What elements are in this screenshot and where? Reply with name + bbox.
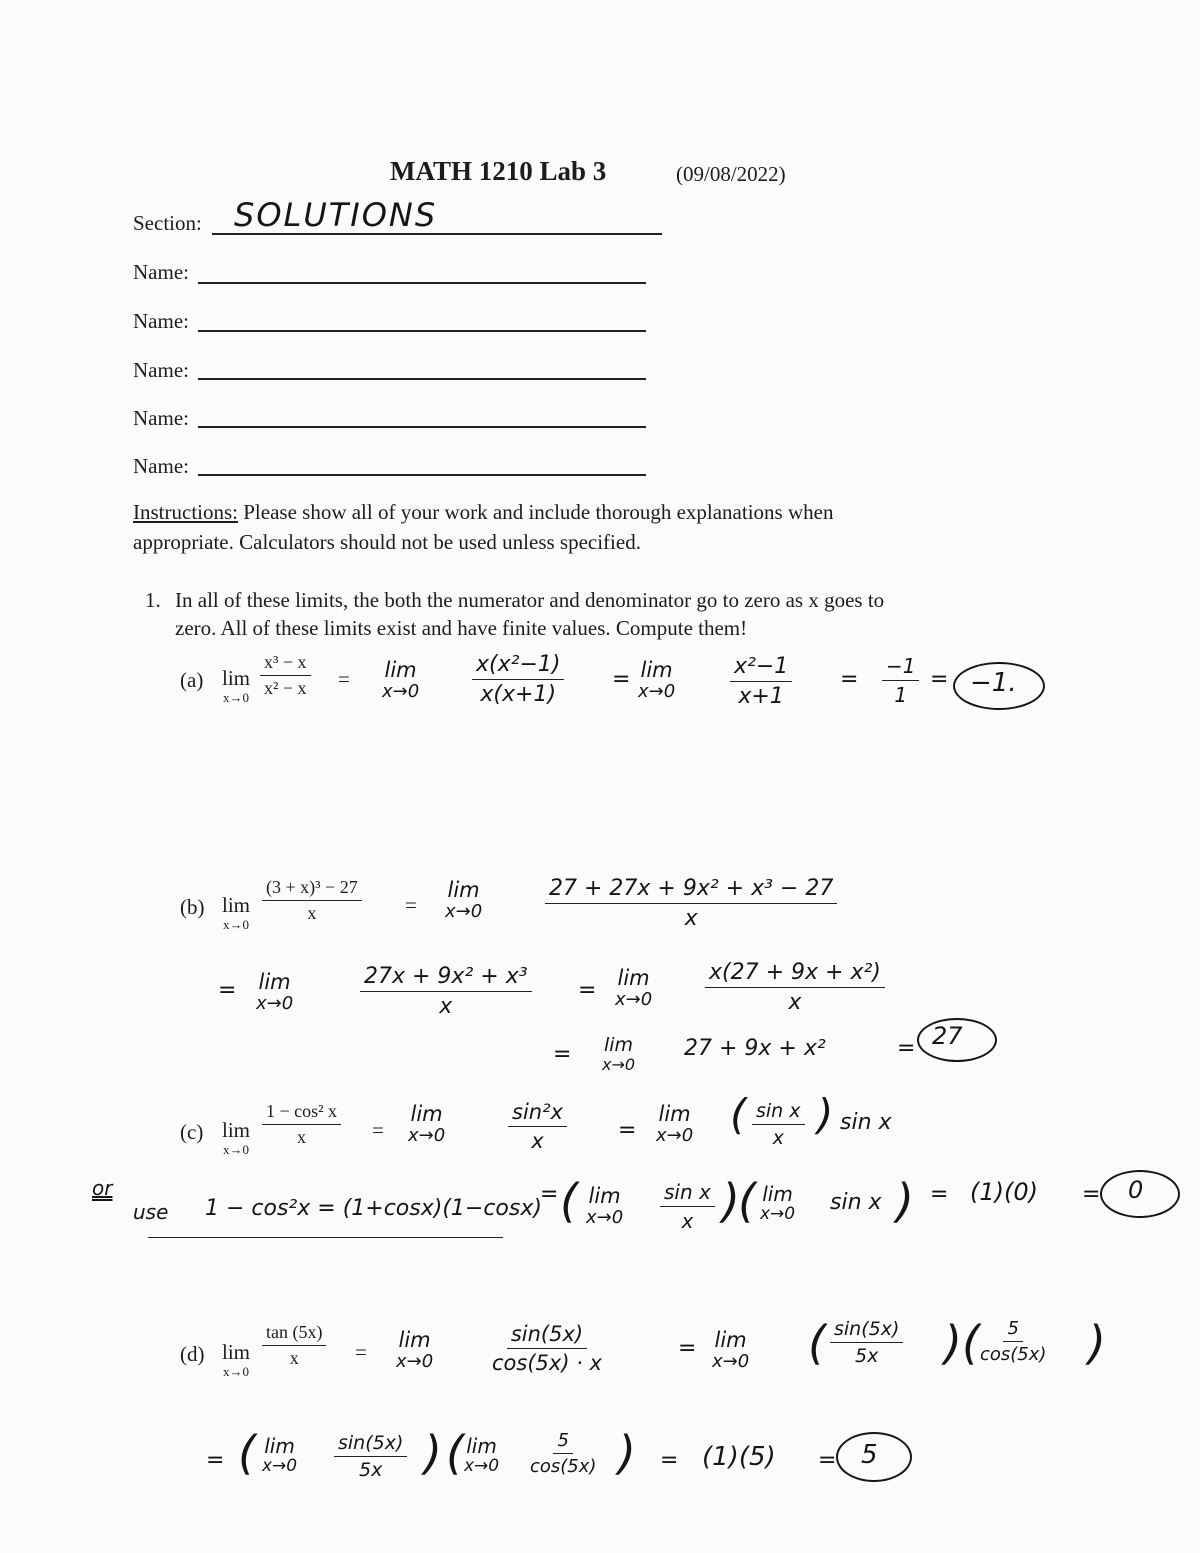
part-a-s2-frac: $\frac{\text{x²−1}}{x+1}$: [730, 654, 792, 709]
name-label-2: Name:: [133, 309, 189, 333]
part-d-s3-frac-1: $\frac{\sin(5x)}{5x}$: [334, 1432, 407, 1481]
part-d-s2-rparen-1: ): [944, 1316, 962, 1370]
part-d-s4-equals: =: [660, 1448, 679, 1473]
part-c-s3-lim-2: lim x→0: [760, 1182, 796, 1224]
name-line-4: [198, 426, 646, 428]
part-c-fraction: $\frac{\text{1 − cos² x}}{x}$: [262, 1101, 341, 1148]
problem-text-1: In all of these limits, the both the numerator and denominator go to zero as x goes to: [175, 588, 885, 612]
part-d-s1-lim: lim x→0: [396, 1328, 434, 1372]
part-a-equals: =: [338, 667, 350, 691]
section-label: Section:: [133, 211, 202, 235]
section-underline: [212, 233, 662, 235]
part-b-s5-equals: =: [897, 1036, 916, 1061]
part-d-s3-lparen-2: (: [446, 1426, 464, 1480]
part-c-s3-result: (1)(0): [970, 1178, 1038, 1206]
part-a-s2-equals: =: [612, 667, 631, 692]
part-b-s3-lim: lim x→0: [615, 966, 653, 1010]
part-d-fraction: $\frac{\tan (5x)}{x}$: [262, 1322, 326, 1369]
part-d-s2-lparen-1: (: [808, 1316, 826, 1370]
part-c-s2-tail: sin x: [840, 1110, 892, 1135]
part-a-s1-frac: $\frac{\text{x(x²−1)}}{x(x+1)}$: [472, 652, 564, 707]
part-c-s3-lim-1: lim x→0: [586, 1184, 624, 1228]
part-d-s2-lparen-2: (: [962, 1316, 980, 1370]
part-c-s5-equals: =: [1082, 1182, 1101, 1207]
part-b-s1-frac: $\frac{\text{27 + 27x + 9x² + x³ − 27}}{x}$: [545, 876, 837, 931]
part-b-equals: =: [405, 893, 417, 917]
part-d-s2-rparen-2: ): [1088, 1316, 1106, 1370]
part-d-s3-lim-2: lim x→0: [464, 1434, 500, 1476]
part-c-lim: lim x→0: [222, 1118, 251, 1157]
name-label-5: Name:: [133, 454, 189, 478]
part-b-fraction: $\frac{\text{(3 + x)³ − 27}}{x}$: [262, 877, 362, 924]
part-c-or-label: or: [92, 1176, 113, 1200]
name-line-3: [198, 378, 646, 380]
part-d-s3-equals: =: [206, 1448, 225, 1473]
problem-text-2: zero. All of these limits exist and have finite values. Compute them!: [175, 616, 748, 640]
part-c-s2-rparen: ): [817, 1090, 834, 1139]
part-c-use-label: use: [133, 1200, 169, 1224]
part-b-s2-frac: $\frac{\text{27x + 9x² + x³}}{x}$: [360, 964, 532, 1019]
part-c-answer: 0: [1128, 1176, 1144, 1204]
section-value: SOLUTIONS: [234, 196, 438, 234]
part-c-s3-lparen-1: (: [560, 1174, 578, 1228]
part-a-label: (a): [180, 668, 204, 692]
part-b-label: (b): [180, 895, 205, 919]
name-label-4: Name:: [133, 406, 189, 430]
instructions-label: Instructions:: [133, 500, 238, 524]
part-a-s2-lim: lim x→0: [638, 658, 676, 702]
part-a-num: x³ − x: [260, 652, 311, 676]
part-b-s4-expr: 27 + 9x + x²: [684, 1036, 826, 1061]
part-c-s3-rparen-1: ): [722, 1174, 740, 1228]
part-d-s3-result: (1)(5): [702, 1442, 776, 1472]
instructions-line-2: appropriate. Calculators should not be used unless specified.: [133, 530, 641, 554]
part-b-s3-frac: $\frac{\text{x(27 + 9x + x²)}}{x}$: [705, 960, 885, 1015]
page-title: MATH 1210 Lab 3: [390, 156, 607, 186]
name-line-2: [198, 330, 646, 332]
part-c-identity: 1 − cos²x = (1+cosx)(1−cosx): [205, 1196, 542, 1221]
part-a-s3-equals: =: [840, 667, 859, 692]
part-b-s1-lim: lim x→0: [445, 878, 483, 922]
part-d-s2-frac-1: $\frac{\sin(5x)}{5x}$: [830, 1318, 903, 1367]
part-a-s1-lim: lim x→0: [382, 658, 420, 702]
part-c-s2-frac: $\frac{\text{sin x}}{x}$: [752, 1100, 805, 1149]
instructions-text-1: Please show all of your work and include thorough explanations when: [238, 500, 834, 524]
part-c-label: (c): [180, 1120, 204, 1144]
part-b-s3-equals: =: [578, 978, 597, 1003]
part-d-s3-rparen-1: ): [424, 1426, 442, 1480]
part-b-s2-equals: =: [218, 978, 237, 1003]
part-d-s3-frac-2: $\frac{5}{\cos(5x)}$: [530, 1430, 597, 1477]
problem-number: 1.: [145, 588, 161, 612]
part-d-lim: lim x→0: [222, 1340, 251, 1379]
name-line-5: [198, 474, 646, 476]
part-d-label: (d): [180, 1342, 205, 1366]
part-d-s3-lim-1: lim x→0: [262, 1434, 298, 1476]
part-a-s3-frac: $\frac{-1}{1}$: [882, 654, 919, 707]
part-a-fraction: [260, 652, 311, 699]
part-c-s1-lim: lim x→0: [408, 1102, 446, 1146]
instructions-line-1: [133, 500, 833, 525]
part-d-s2-frac-2: $\frac{5}{\cos(5x)}$: [980, 1318, 1047, 1365]
part-a-lim: lim x→0: [222, 666, 251, 705]
part-c-s3-tail-2: sin x: [830, 1190, 882, 1215]
part-d-s3-rparen-2: ): [618, 1426, 636, 1480]
part-c-s3-frac-1: $\frac{\text{sin x}}{x}$: [660, 1180, 715, 1233]
part-b-s4-equals: =: [553, 1042, 572, 1067]
part-c-s4-equals: =: [930, 1182, 949, 1207]
name-label-3: Name:: [133, 358, 189, 382]
part-c-identity-underline: [148, 1237, 503, 1238]
part-c-s3-lparen-2: (: [738, 1174, 756, 1228]
lab-date: (09/08/2022): [676, 162, 786, 186]
part-c-s3-rparen-2: ): [896, 1174, 914, 1228]
name-label-1: Name:: [133, 260, 189, 284]
name-line-1: [198, 282, 646, 284]
part-b-s2-lim: lim x→0: [256, 970, 294, 1014]
part-b-lim: lim x→0: [222, 893, 251, 932]
part-d-equals: =: [355, 1340, 367, 1364]
part-d-s5-equals: =: [818, 1448, 837, 1473]
part-a-den: x² − x: [264, 678, 307, 698]
part-d-answer: 5: [861, 1440, 878, 1470]
part-b-s4-lim: lim x→0: [602, 1034, 636, 1074]
part-c-s2-equals: =: [618, 1118, 637, 1143]
part-a-s4-equals: =: [930, 667, 949, 692]
part-b-answer: 27: [932, 1022, 963, 1050]
part-c-s3-equals: =: [540, 1182, 559, 1207]
part-d-s2-equals: =: [678, 1336, 697, 1361]
part-d-s3-lparen-1: (: [238, 1426, 256, 1480]
part-d-s2-lim: lim x→0: [712, 1328, 750, 1372]
part-c-s1-frac: $\frac{\text{sin²x}}{x}$: [508, 1100, 567, 1153]
part-a-answer: −1.: [970, 668, 1017, 698]
part-a-lim-sub: x→0: [223, 690, 249, 705]
part-c-s2-lim: lim x→0: [656, 1102, 694, 1146]
part-c-s2-lparen: (: [730, 1090, 747, 1139]
part-d-s1-frac: $\frac{\sin(5x)}{\cos(5x) \cdot x}$: [492, 1322, 602, 1375]
part-c-equals: =: [372, 1118, 384, 1142]
